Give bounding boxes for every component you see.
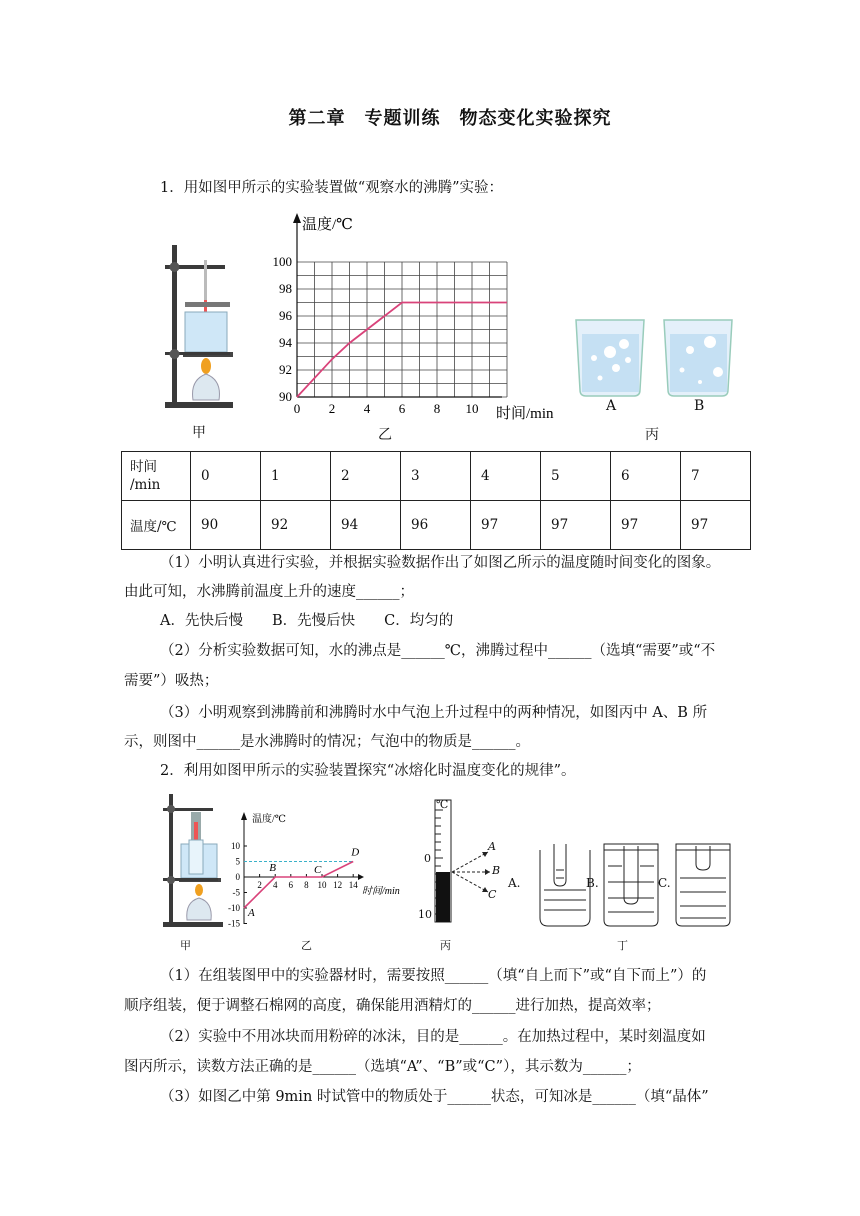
y-tick-label: 92 xyxy=(279,362,292,377)
table-cell: 97 xyxy=(541,501,611,550)
q2-melting-chart xyxy=(222,806,417,934)
x-tick-label: 4 xyxy=(363,401,371,416)
table-row xyxy=(122,501,751,550)
table-cell: 97 xyxy=(471,501,541,550)
x-tick-label: 0 xyxy=(293,401,301,416)
y-tick-label: -15 xyxy=(228,918,240,929)
x-tick-label: 2 xyxy=(328,401,336,416)
option-b-setup xyxy=(604,844,658,926)
q2-fig-label-yi: 乙 xyxy=(301,939,312,952)
table-cell: 97 xyxy=(611,501,681,550)
x-tick-label: 4 xyxy=(272,880,278,890)
x-axis-arrow xyxy=(358,874,364,880)
q1-apparatus-figure xyxy=(155,240,245,415)
table-header-temp: 温度/℃ xyxy=(122,501,191,550)
table-cell: 90 xyxy=(191,501,261,550)
table-cell: 2 xyxy=(331,452,401,501)
table-cell: 97 xyxy=(681,501,751,550)
table-cell: 0 xyxy=(191,452,261,501)
thermometer-zero-label: 0 xyxy=(424,852,431,865)
thermometer-unit-label: ℃ xyxy=(436,798,449,811)
point-label-a: A xyxy=(248,907,255,919)
x-tick-label: 14 xyxy=(348,880,358,890)
q1-temperature-chart xyxy=(262,205,572,425)
table-row xyxy=(122,452,751,501)
q2-part1-line2: 顺序组装，便于调整石棉网的高度，确保能用酒精灯的______进行加热，提高效率； xyxy=(124,998,661,1014)
q1-fig-label-bing: 丙 xyxy=(645,427,659,443)
thermometer-ten-label: 10 xyxy=(418,908,432,921)
table-cell: 4 xyxy=(471,452,541,501)
y-axis-arrow xyxy=(241,812,247,820)
thermometer-view-b: B xyxy=(492,864,501,877)
table-cell: 96 xyxy=(401,501,471,550)
x-tick-label: 12 xyxy=(333,880,343,890)
q1-part1-line2: 由此可知，水沸腾前温度上升的速度______； xyxy=(124,584,414,600)
option-a-label: A. xyxy=(508,876,521,890)
q2-fig-label-jia: 甲 xyxy=(180,939,191,952)
option-c-label: C. xyxy=(658,876,671,890)
y-tick-label: 0 xyxy=(235,872,240,882)
y-tick-label: 100 xyxy=(272,254,292,269)
q1-part2-line2: 需要”）吸热； xyxy=(124,673,219,689)
point-label-c: C xyxy=(314,864,322,876)
option-c-setup xyxy=(676,844,730,926)
table-cell: 1 xyxy=(261,452,331,501)
q2-part3-line1: （3）如图乙中第 9min 时试管中的物质处于______状态，可知冰是______（填“晶体” xyxy=(160,1089,709,1105)
y-tick-label: 94 xyxy=(279,335,292,350)
x-tick-label: 8 xyxy=(304,880,309,890)
y-tick-label: 10 xyxy=(231,841,240,851)
thermometer-view-c: C xyxy=(488,888,497,901)
table-header-time: 时间 /min xyxy=(122,452,191,501)
table-cell: 6 xyxy=(611,452,681,501)
q2-stem: 2．利用如图甲所示的实验装置探究“冰熔化时温度变化的规律”。 xyxy=(160,763,576,779)
x-tick-label: 6 xyxy=(398,401,406,416)
option-a-setup xyxy=(540,844,590,926)
beaker-a xyxy=(576,320,644,396)
q2-part1-line1: （1）在组装图甲中的实验器材时，需要按照______（填“自上而下”或“自下而上”）的 xyxy=(160,968,707,984)
x-tick-label: 10 xyxy=(317,880,327,890)
q1-part1-line1: （1）小明认真进行实验，并根据实验数据作出了如图乙所示的温度随时间变化的图象。 xyxy=(160,555,721,571)
x-tick-label: 10 xyxy=(465,401,479,416)
beaker-b xyxy=(664,320,732,396)
x-tick-label: 6 xyxy=(288,880,294,890)
y-tick-label: -5 xyxy=(232,887,240,898)
q1-stem: 1．用如图甲所示的实验装置做“观察水的沸腾”实验： xyxy=(160,180,504,196)
x-tick-label: 8 xyxy=(433,401,441,416)
table-cell: 5 xyxy=(541,452,611,501)
q1-fig-label-yi: 乙 xyxy=(378,427,392,443)
q2-part2-line1: （2）实验中不用冰块而用粉碎的冰沫，目的是______。在加热过程中，某时刻温度如 xyxy=(160,1029,706,1045)
beaker-a-label: A xyxy=(606,398,617,414)
q2-fig-label-ding: 丁 xyxy=(617,939,628,952)
point-label-d: D xyxy=(351,846,360,859)
x-tick-label: 2 xyxy=(257,880,262,890)
y-axis-arrow xyxy=(293,213,301,223)
y-tick-label: -10 xyxy=(228,903,240,913)
y-axis-label: 温度/℃ xyxy=(302,217,353,233)
q1-part3-line2: 示，则图中______是水沸腾时的情况；气泡中的物质是______。 xyxy=(124,734,530,750)
table-cell: 94 xyxy=(331,501,401,550)
point-label-b: B xyxy=(269,862,276,874)
page-title: 第二章 专题训练 物态变化实验探究 xyxy=(288,108,612,129)
q1-options: A．先快后慢 B．先慢后快 C．均匀的 xyxy=(160,613,454,629)
thermometer-view-a: A xyxy=(488,840,496,853)
option-b-label: B. xyxy=(586,876,599,890)
y-tick-label: 98 xyxy=(279,281,292,296)
y-axis-label: 温度/℃ xyxy=(252,814,286,825)
y-tick-label: 96 xyxy=(279,308,292,323)
q2-part2-line2: 图丙所示，读数方法正确的是______（选填“A”、“B”或“C”），其示数为______； xyxy=(124,1059,641,1075)
table-cell: 92 xyxy=(261,501,331,550)
y-tick-label: 90 xyxy=(279,389,292,404)
q1-bubbles-figure xyxy=(570,312,745,400)
x-axis-label: 时间/min xyxy=(496,406,554,422)
table-cell: 3 xyxy=(401,452,471,501)
beaker-b-label: B xyxy=(694,398,705,414)
q1-part2-line1: （2）分析实验数据可知，水的沸点是______℃，沸腾过程中______（选填“需要”或“不 xyxy=(160,643,716,659)
q1-part3-line1: （3）小明观察到沸腾前和沸腾时水中气泡上升过程中的两种情况，如图丙中 A、B 所 xyxy=(160,705,708,721)
x-axis-label: 时间/min xyxy=(362,886,400,897)
table-cell: 7 xyxy=(681,452,751,501)
q2-fig-label-bing: 丙 xyxy=(440,939,451,952)
y-tick-label: 5 xyxy=(235,856,240,867)
q1-fig-label-jia: 甲 xyxy=(192,425,206,441)
q2-heating-options-figure xyxy=(520,840,740,930)
q1-data-table xyxy=(121,451,751,550)
